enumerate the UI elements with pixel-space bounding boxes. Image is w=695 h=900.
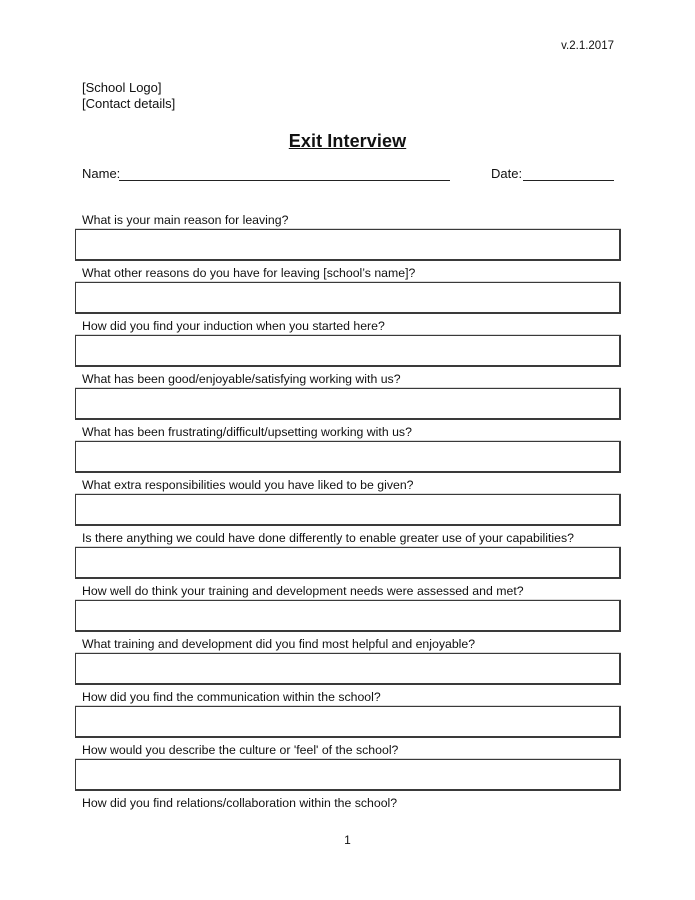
school-header	[82, 80, 175, 112]
answer-box[interactable]	[75, 600, 621, 632]
name-field[interactable]	[119, 180, 450, 181]
question-label: Is there anything we could have done differently to enable greater use of your capabilities?	[82, 531, 574, 545]
answer-box[interactable]	[75, 229, 621, 261]
question-label: What other reasons do you have for leaving [school’s name]?	[82, 266, 416, 280]
question-label: How did you find your induction when you started here?	[82, 319, 385, 333]
date-field[interactable]	[523, 180, 614, 181]
question-label: What has been frustrating/difficult/upsetting working with us?	[82, 425, 412, 439]
name-label: Name:	[82, 166, 121, 181]
school-logo-placeholder: [School Logo]	[82, 80, 162, 95]
question-label: How well do think your training and development needs were assessed and met?	[82, 584, 524, 598]
question-label: What extra responsibilities would you have liked to be given?	[82, 478, 414, 492]
question-label: How would you describe the culture or 'feel' of the school?	[82, 743, 399, 757]
question-label: What has been good/enjoyable/satisfying working with us?	[82, 372, 401, 386]
contact-details-placeholder: [Contact details]	[82, 96, 176, 111]
question-label: How did you find relations/collaboration within the school?	[82, 796, 398, 810]
answer-box[interactable]	[75, 441, 621, 473]
answer-box[interactable]	[75, 282, 621, 314]
answer-box[interactable]	[75, 335, 621, 367]
page-title: Exit Interview	[288, 131, 407, 151]
name-date-row	[82, 166, 614, 186]
answer-box[interactable]	[75, 494, 621, 526]
page-number: 1	[344, 833, 351, 847]
answer-box[interactable]	[75, 653, 621, 685]
question-label: What is your main reason for leaving?	[82, 213, 289, 227]
question-label: How did you find the communication within the school?	[82, 690, 381, 704]
answer-box[interactable]	[75, 388, 621, 420]
date-label: Date:	[491, 166, 523, 181]
question-label: What training and development did you find most helpful and enjoyable?	[82, 637, 476, 651]
answer-box[interactable]	[75, 759, 621, 791]
answer-box[interactable]	[75, 547, 621, 579]
answer-box[interactable]	[75, 706, 621, 738]
version-label: v.2.1.2017	[561, 40, 614, 52]
